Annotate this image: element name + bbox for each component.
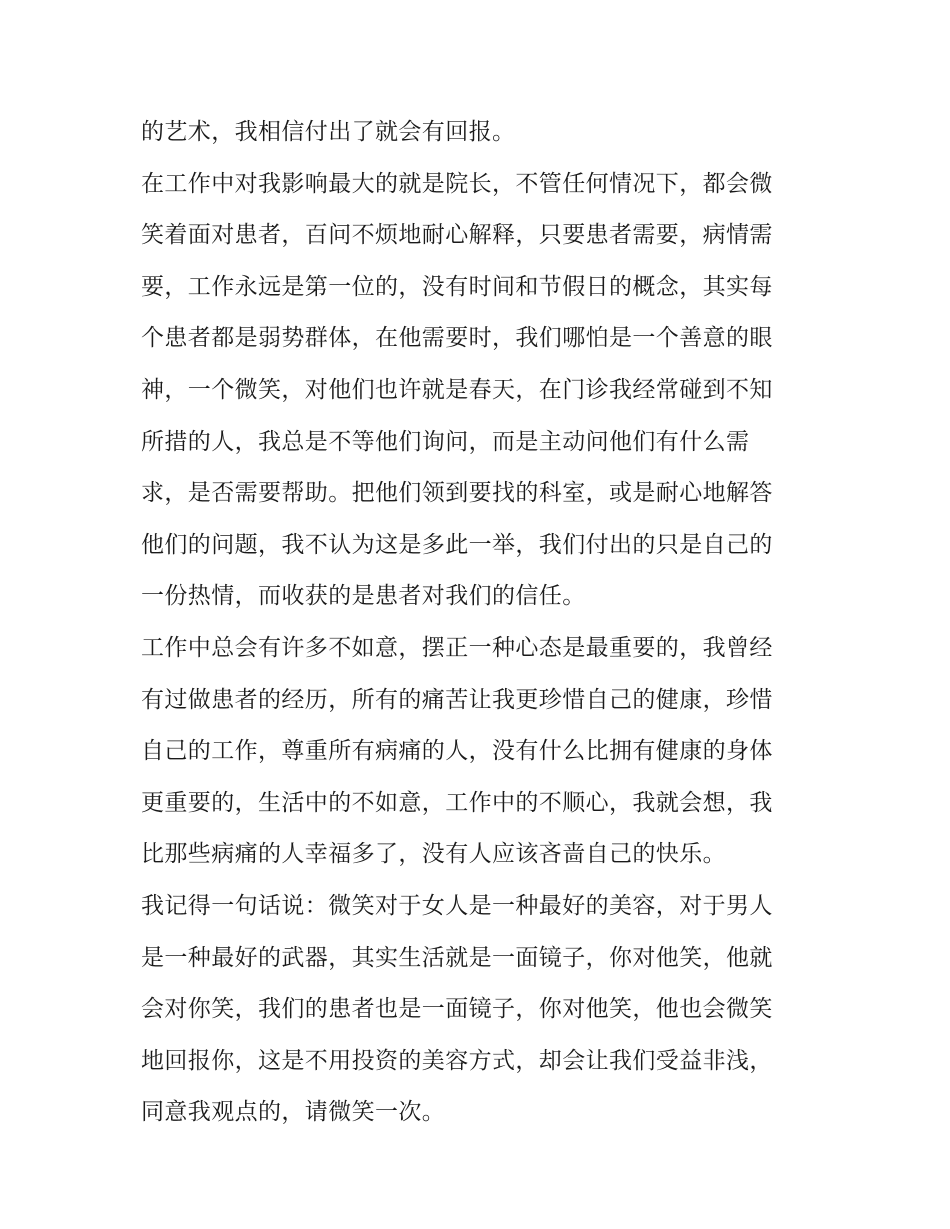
text-line: 是一种最好的武器，其实生活就是一面镜子，你对他笑，他就 [141, 944, 773, 971]
text-line: 笑着面对患者，百问不烦地耐心解释，只要患者需要，病情需 [141, 222, 773, 249]
text-line: 自己的工作，尊重所有病痛的人，没有什么比拥有健康的身体 [141, 738, 773, 765]
text-line: 同意我观点的，请微笑一次。 [141, 1099, 446, 1126]
text-line: 更重要的，生活中的不如意，工作中的不顺心，我就会想，我 [141, 789, 773, 816]
body-text [141, 107, 821, 1139]
text-line: 工作中总会有许多不如意，摆正一种心态是最重要的，我曾经 [141, 634, 773, 661]
text-line: 要，工作永远是第一位的，没有时间和节假日的概念，其实每 [141, 273, 773, 300]
text-line: 我记得一句话说：微笑对于女人是一种最好的美容，对于男人 [141, 892, 773, 919]
text-line: 比那些病痛的人幸福多了，没有人应该吝啬自己的快乐。 [141, 841, 726, 868]
text-line: 会对你笑，我们的患者也是一面镜子，你对他笑，他也会微笑 [141, 996, 773, 1023]
text-line: 求，是否需要帮助。把他们领到要找的科室，或是耐心地解答 [141, 480, 773, 507]
text-line: 一份热情，而收获的是患者对我们的信任。 [141, 583, 586, 610]
text-line: 地回报你，这是不用投资的美容方式，却会让我们受益非浅， [141, 1047, 773, 1074]
text-line: 有过做患者的经历，所有的痛苦让我更珍惜自己的健康，珍惜 [141, 686, 773, 713]
text-line: 所措的人，我总是不等他们询问，而是主动问他们有什么需 [141, 428, 750, 455]
text-line: 个患者都是弱势群体，在他需要时，我们哪怕是一个善意的眼 [141, 325, 773, 352]
text-line: 的艺术，我相信付出了就会有回报。 [141, 119, 516, 145]
text-line: 神，一个微笑，对他们也许就是春天，在门诊我经常碰到不知 [141, 376, 773, 403]
text-line: 在工作中对我影响最大的就是院长，不管任何情况下，都会微 [141, 170, 773, 197]
text-line: 他们的问题，我不认为这是多此一举，我们付出的只是自己的 [141, 531, 773, 558]
